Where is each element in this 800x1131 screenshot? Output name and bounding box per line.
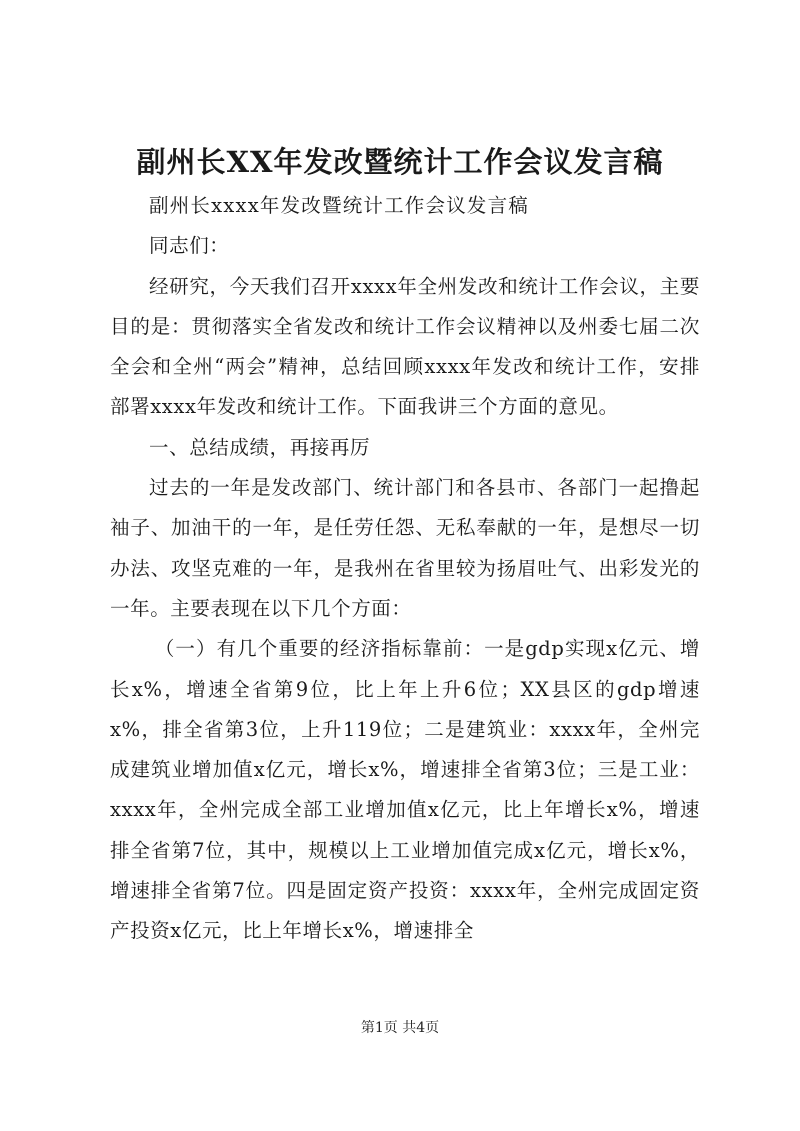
- indicators-paragraph: （一）有几个重要的经济指标靠前：一是gdp实现x亿元、增长x%，增速全省第9位，比上年上升6位；XX县区的gdp增速x%，排全省第3位，上升119位；二是建筑业：xxxx年，全州完成建筑业增加值x亿元，增长x%，增速排全省第3位；三是工业：xxxx年，全州完成全部工业增加值x亿元，比上年增长x%，增速排全省第7位，其中，规模以上工业增加值完成x亿元，增长x%，增速排全省第7位。四是固定资产投资：xxxx年，全州完成固定资产投资x亿元，比上年增长x%，增速排全: [110, 637, 700, 943]
- document-body: [110, 186, 700, 952]
- subtitle-paragraph: 副州长xxxx年发改暨统计工作会议发言稿: [149, 194, 529, 217]
- page-footer: 第1页 共4页: [360, 1020, 440, 1036]
- document-title: 副州长XX年发改暨统计工作会议发言稿: [136, 145, 664, 179]
- review-paragraph: 过去的一年是发改部门、统计部门和各县市、各部门一起撸起袖子、加油干的一年，是任劳任怨、无私奉献的一年，是想尽一切办法、攻坚克难的一年，是我州在省里较为扬眉吐气、出彩发光的一年。主要表现在以下几个方面：: [110, 476, 700, 620]
- salutation-paragraph: 同志们：: [149, 234, 230, 258]
- intro-paragraph: 经研究，今天我们召开xxxx年全州发改和统计工作会议，主要目的是：贯彻落实全省发改和统计工作会议精神以及州委七届二次全会和全州“两会”精神，总结回顾xxxx年发改和统计工作，安排部署xxxx年发改和统计工作。下面我讲三个方面的意见。: [110, 274, 700, 419]
- section-heading: 一、总结成绩，再接再厉: [149, 435, 371, 459]
